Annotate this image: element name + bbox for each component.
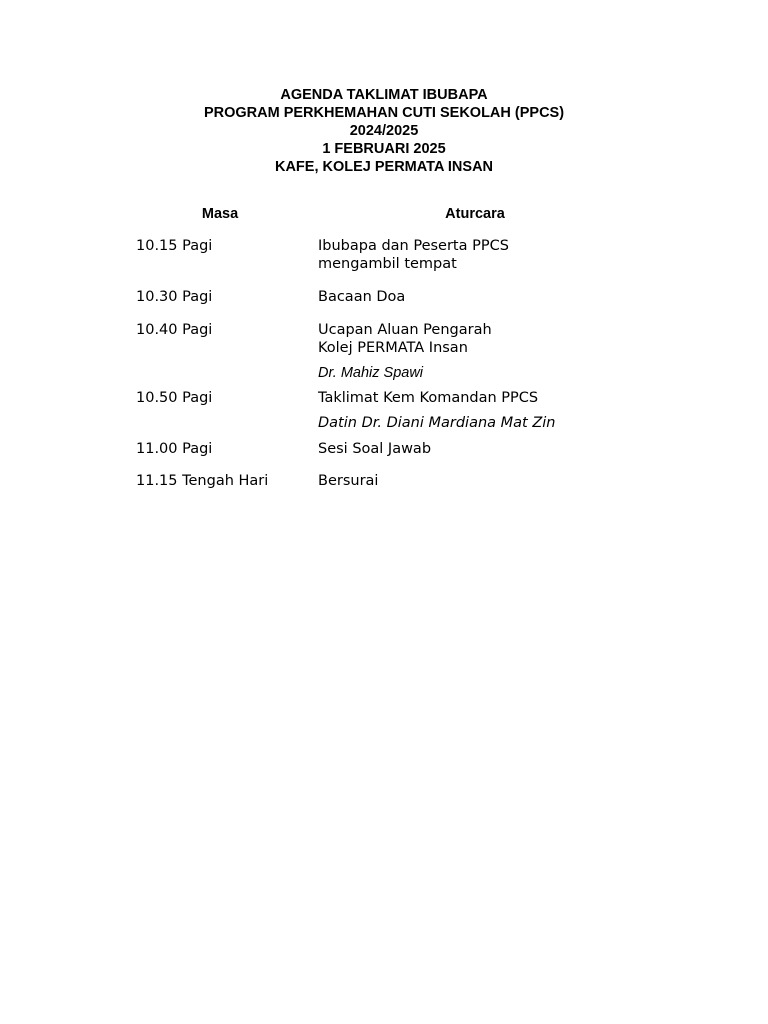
- agenda-activity: [318, 321, 656, 382]
- agenda-row: [136, 288, 656, 306]
- agenda-row: [136, 440, 656, 458]
- header-venue: KAFE, KOLEJ PERMATA INSAN: [274, 159, 494, 175]
- header-date: 1 FEBRUARI 2025: [322, 141, 446, 157]
- agenda-activity: [318, 440, 656, 458]
- agenda-time: 10.30 Pagi: [136, 289, 213, 305]
- agenda-time: 11.00 Pagi: [136, 441, 213, 457]
- agenda-row: [136, 389, 656, 432]
- header-session: 2024/2025: [349, 123, 419, 139]
- speaker-name: Dr. Mahiz Spawi: [318, 365, 424, 381]
- agenda-activity: [318, 389, 656, 432]
- activity-line: Bacaan Doa: [318, 289, 406, 305]
- agenda-activity: [318, 472, 656, 490]
- column-header-time: Masa: [201, 206, 239, 222]
- activity-line: Kolej PERMATA Insan: [318, 340, 468, 356]
- activity-line: Ucapan Aluan Pengarah: [318, 322, 492, 338]
- agenda-time: 10.40 Pagi: [136, 322, 213, 338]
- agenda-time: 10.50 Pagi: [136, 390, 213, 406]
- activity-line: mengambil tempat: [318, 256, 457, 272]
- column-header-activity: Aturcara: [445, 206, 505, 222]
- agenda-time: 10.15 Pagi: [136, 238, 213, 254]
- activity-line: Taklimat Kem Komandan PPCS: [318, 390, 539, 406]
- agenda-row: [136, 321, 656, 382]
- activity-line: Sesi Soal Jawab: [318, 441, 432, 457]
- agenda-row: [136, 472, 656, 490]
- speaker-name: Datin Dr. Diani Mardiana Mat Zin: [318, 415, 556, 431]
- agenda-row: [136, 237, 656, 273]
- agenda-time: 11.15 Tengah Hari: [136, 473, 269, 489]
- agenda-table: [136, 237, 656, 490]
- agenda-activity: [318, 288, 656, 306]
- activity-line: Bersurai: [318, 473, 379, 489]
- agenda-activity: [318, 237, 656, 273]
- header-title: AGENDA TAKLIMAT IBUBAPA: [280, 87, 488, 103]
- activity-line: Ibubapa dan Peserta PPCS: [318, 238, 509, 254]
- header-program: PROGRAM PERKHEMAHAN CUTI SEKOLAH (PPCS): [203, 105, 565, 121]
- document-header: [0, 86, 768, 176]
